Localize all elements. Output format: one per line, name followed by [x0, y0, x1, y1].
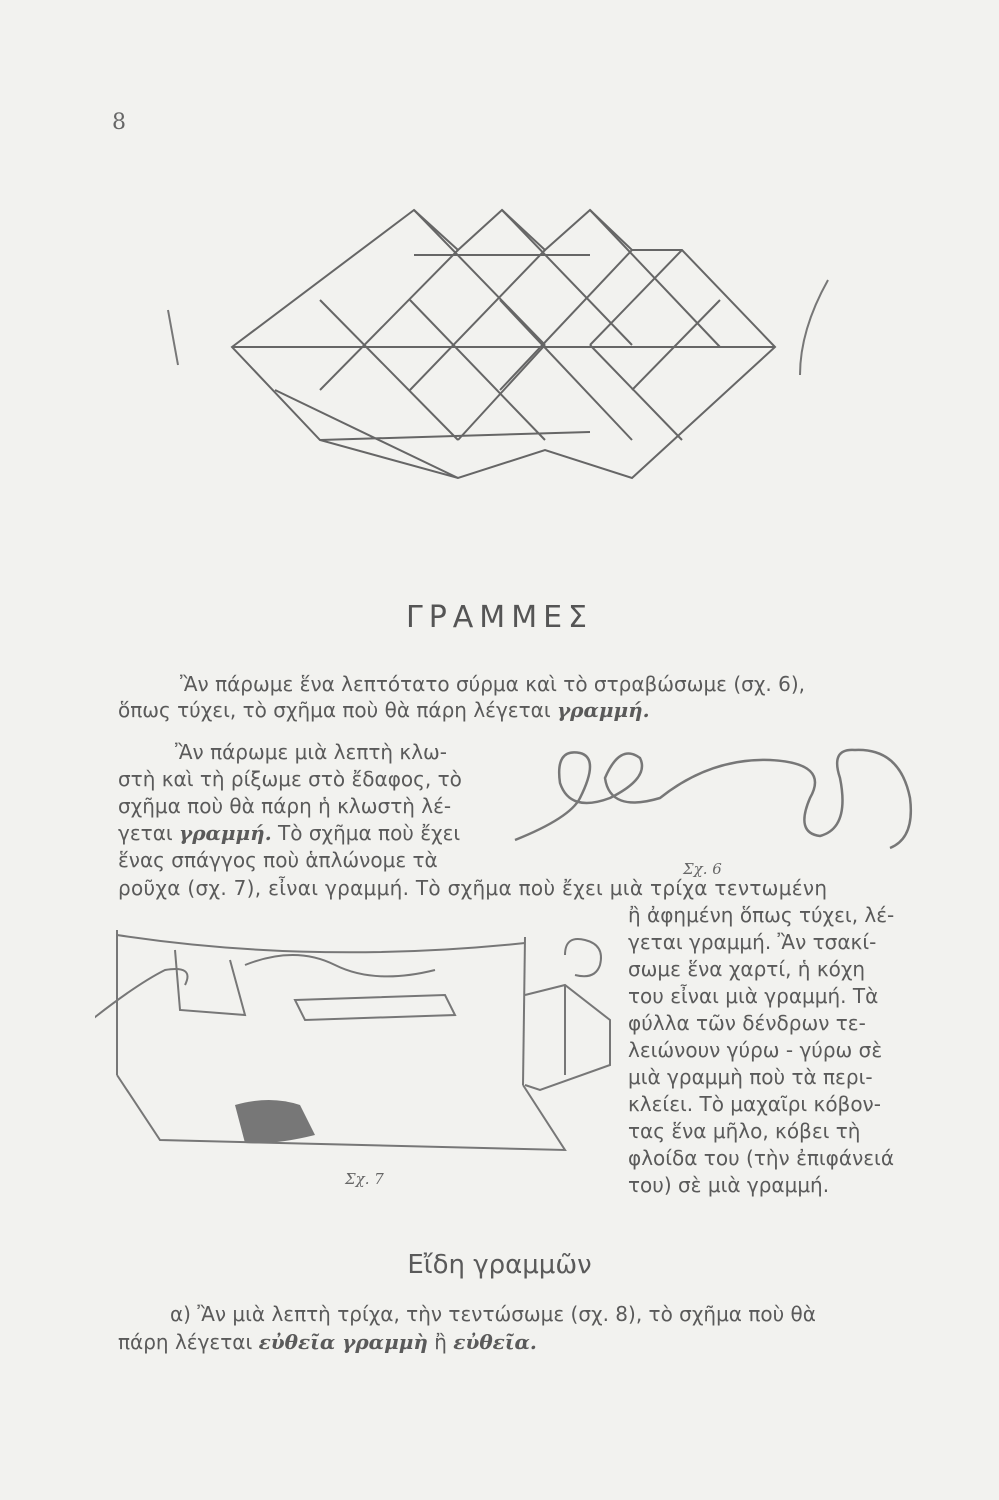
paragraph-text: πάρη λέγεται — [118, 1330, 259, 1354]
paragraph-line: φλοίδα του (τὴν ἐπιφάνειά — [628, 1146, 894, 1170]
paragraph-line: μιὰ γραμμὴ ποὺ τὰ περι- — [628, 1065, 873, 1089]
subheading: Εἴδη γραμμῶν — [407, 1250, 592, 1280]
paragraph-line — [118, 1330, 537, 1354]
paragraph-line: Ἂν πάρωμε ἕνα λεπτότατο σύρμα καὶ τὸ στραβώσωμε (σχ. 6), — [180, 672, 805, 696]
paragraph-line: του) σὲ μιὰ γραμμή. — [628, 1173, 830, 1197]
paragraph-line: Ἂν πάρωμε μιὰ λεπτὴ κλω- — [175, 740, 448, 764]
paragraph-line — [118, 698, 650, 722]
figure-7-clothesline — [95, 925, 615, 1165]
paragraph-line: του εἶναι μιὰ γραμμή. Τὰ — [628, 984, 879, 1008]
paragraph-line: τας ἕνα μῆλο, κόβει τὴ — [628, 1119, 861, 1143]
paragraph-line: κλείει. Τὸ μαχαῖρι κόβον- — [628, 1092, 881, 1116]
section-title: ΓΡΑΜΜΕΣ — [405, 600, 593, 635]
paragraph-line: γεται γραμμή. Ἂν τσακί- — [628, 930, 877, 954]
page-number: 8 — [112, 110, 126, 135]
paragraph-text: ἢ — [427, 1330, 454, 1354]
paragraph-line: σωμε ἕνα χαρτί, ἡ κόχη — [628, 957, 866, 981]
paragraph-line: ροῦχα (σχ. 7), εἶναι γραμμή. Τὸ σχῆμα ποὺ ἔχει μιὰ τρίχα τεντωμένη — [118, 876, 828, 900]
paragraph-line: λειώνουν γύρω - γύρω σὲ — [628, 1038, 883, 1062]
paragraph-line: στὴ καὶ τὴ ρίξωμε στὸ ἔδαφος, τὸ — [118, 767, 462, 791]
figure-6-caption: Σχ. 6 — [683, 860, 722, 878]
term-straight: εὐθεῖα. — [453, 1330, 537, 1354]
figure-7-caption: Σχ. 7 — [345, 1170, 384, 1188]
paragraph-text: γεται — [118, 821, 179, 845]
paragraph-text: ὅπως τύχει, τὸ σχῆμα ποὺ θὰ πάρη λέγεται — [118, 698, 557, 722]
term-line: γραμμή. — [179, 821, 272, 845]
lattice-figure — [0, 0, 999, 520]
paragraph-line: α) Ἂν μιὰ λεπτὴ τρίχα, τὴν τεντώσωμε (σχ. 8), τὸ σχῆμα ποὺ θὰ — [170, 1302, 816, 1326]
paragraph-line: σχῆμα ποὺ θὰ πάρη ἡ κλωστὴ λέ- — [118, 794, 452, 818]
term-straight-line: εὐθεῖα γραμμὴ — [258, 1330, 428, 1354]
figure-6-wire — [510, 738, 930, 858]
paragraph-text: Τὸ σχῆμα ποὺ ἔχει — [278, 821, 461, 845]
term-line: γραμμή. — [556, 698, 650, 722]
paragraph-line: φύλλα τῶν δένδρων τε- — [628, 1011, 866, 1035]
paragraph-line: ἢ ἀφημένη ὅπως τύχει, λέ- — [628, 903, 895, 927]
paragraph-line: ἕνας σπάγγος ποὺ ἁπλώνομε τὰ — [118, 848, 438, 872]
paragraph-line — [118, 821, 460, 845]
